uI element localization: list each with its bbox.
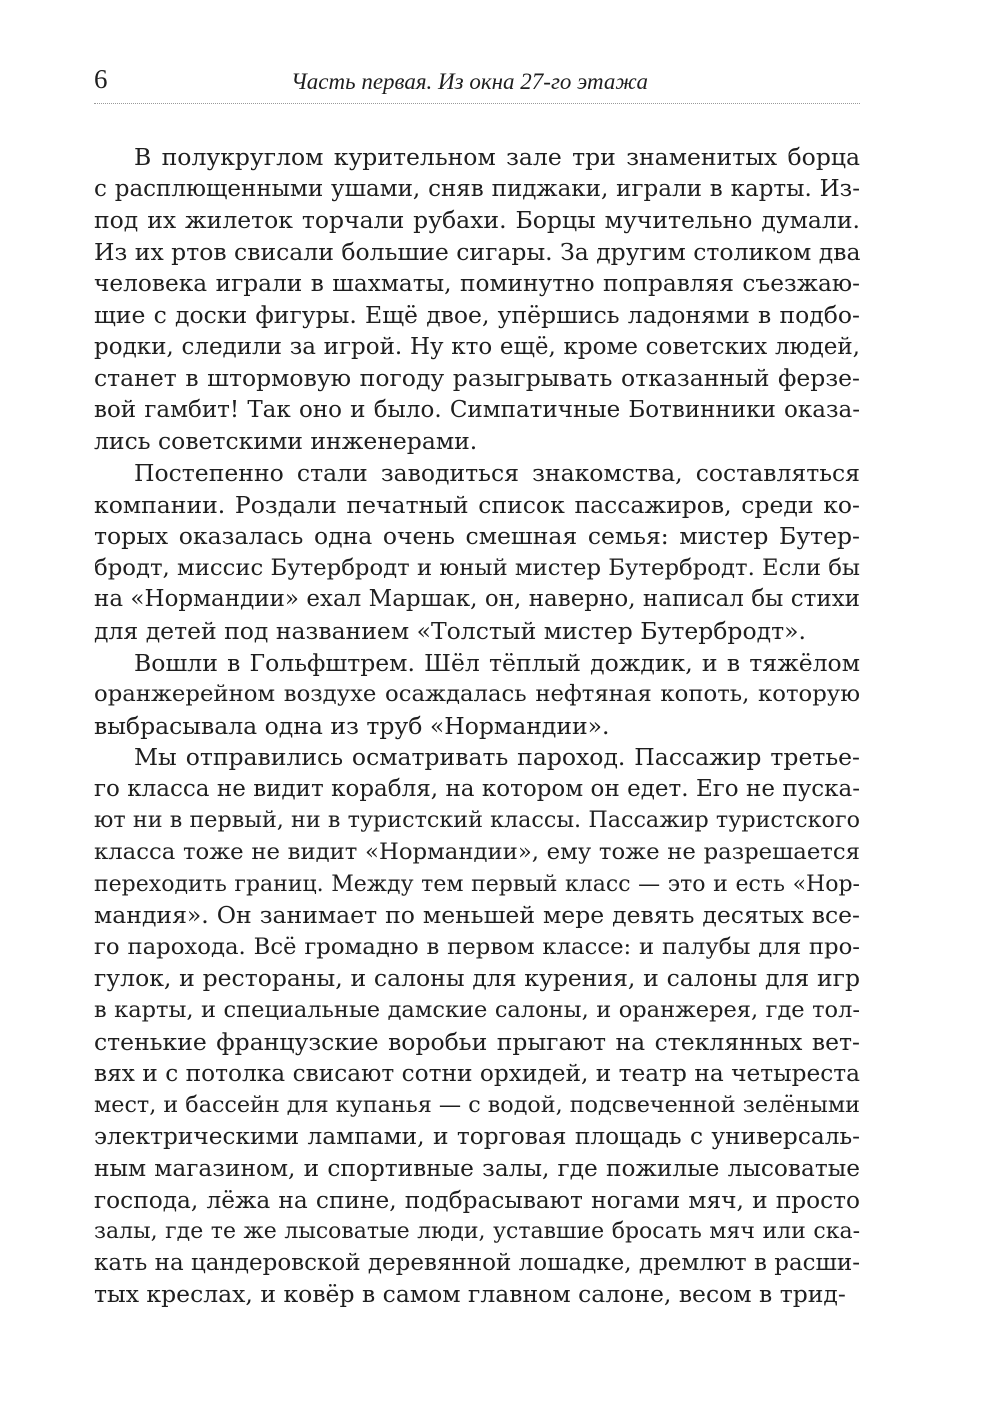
body-text <box>94 142 860 1311</box>
text-line: на «Нормандии» ехал Маршак, он, наверно, написал бы стихи <box>94 586 860 613</box>
text-line: Постепенно стали заводиться знакомства, составляться <box>134 458 860 487</box>
text-line: выбрасывала одна из труб «Нормандии». <box>94 711 610 740</box>
text-line: ют ни в первый, ни в туристский классы. Пассажир туристского <box>94 807 860 834</box>
text-line: под их жилеток торчали рубахи. Борцы мучительно думали. <box>94 206 860 235</box>
text-line: кать на цандеровской деревянной лошадке, дремлют в расши- <box>94 1249 861 1276</box>
text-line: го парохода. Всё громадно в первом классе: и палубы для про- <box>94 933 860 960</box>
text-line: станет в штормовую погоду разыгрывать отказанный ферзе- <box>94 364 860 393</box>
text-line: го класса не видит корабля, на котором он едет. Его не пуска- <box>94 775 860 802</box>
text-line: залы, где те же лысоватые люди, уставшие бросать мяч или ска- <box>94 1219 860 1245</box>
text-line: Мы отправились осматривать пароход. Пассажир третье- <box>134 743 860 772</box>
text-line: класса тоже не видит «Нормандии», ему тоже не разрешается <box>94 839 860 866</box>
text-line: господа, лёжа на спине, подбрасывают ногами мяч, и просто <box>94 1186 860 1214</box>
paragraph <box>94 458 860 648</box>
text-line: В полукруглом курительном зале три знаменитых борца <box>134 143 860 171</box>
running-head-title: Часть первая. Из окна 27-го этажа <box>290 69 648 94</box>
text-line: мандия». Он занимает по меньшей мере девять десятых все- <box>94 901 860 930</box>
text-line: электрическими лампами, и торговая площадь с универсаль- <box>94 1123 860 1151</box>
text-line: лись советскими инженерами. <box>94 427 478 456</box>
page-number: 6 <box>94 64 108 94</box>
running-head <box>94 60 860 104</box>
text-line: с расплющенными ушами, сняв пиджаки, играли в карты. Из- <box>94 175 860 202</box>
text-line: компании. Роздали печатный список пассажиров, среди ко- <box>94 490 860 519</box>
text-line: вях и с потолка свисают сотни орхидей, и театр на четыреста <box>94 1060 860 1088</box>
text-line: оранжерейном воздухе осаждалась нефтяная копоть, которую <box>94 681 860 708</box>
text-line: в карты, и специальные дамские салоны, и оранжерея, где тол- <box>94 997 860 1024</box>
text-line: бродт, миссис Бутербродт и юный мистер Бутербродт. Если бы <box>94 554 861 581</box>
text-line: переходить границ. Между тем первый класс — это и есть «Нор- <box>94 871 860 897</box>
text-line: для детей под названием «Толстый мистер Бутербродт». <box>94 616 806 645</box>
text-line: стенькие французские воробьи прыгают на стеклянных вет- <box>94 1027 860 1056</box>
text-line: родки, следили за игрой. Ну кто ещё, кроме советских людей, <box>94 333 860 360</box>
paragraph <box>94 142 860 458</box>
text-line: Вошли в Гольфштрем. Шёл тёплый дождик, и в тяжёлом <box>134 648 860 677</box>
text-line: Из их ртов свисали большие сигары. За другим столиком два <box>94 237 861 266</box>
text-line: вой гамбит! Так оно и было. Симпатичные Ботвинники оказа- <box>94 396 860 423</box>
text-line: торых оказалась одна очень смешная семья: мистер Бутер- <box>94 522 860 551</box>
paragraph <box>94 648 860 743</box>
text-line: тых креслах, и ковёр в самом главном салоне, весом в трид- <box>94 1280 846 1309</box>
text-line: гулок, и рестораны, и салоны для курения, и салоны для игр <box>94 964 860 993</box>
text-line: мест, и бассейн для купанья — с водой, подсвеченной зелёными <box>94 1091 860 1118</box>
header-divider <box>94 103 860 104</box>
text-line: щие с доски фигуры. Ещё двое, упёршись ладонями в подбо- <box>94 300 860 329</box>
paragraph <box>94 742 860 1311</box>
text-line: ным магазином, и спортивные залы, где пожилые лысоватые <box>94 1155 860 1182</box>
text-line: человека играли в шахматы, поминутно поправляя съезжаю- <box>94 270 860 298</box>
